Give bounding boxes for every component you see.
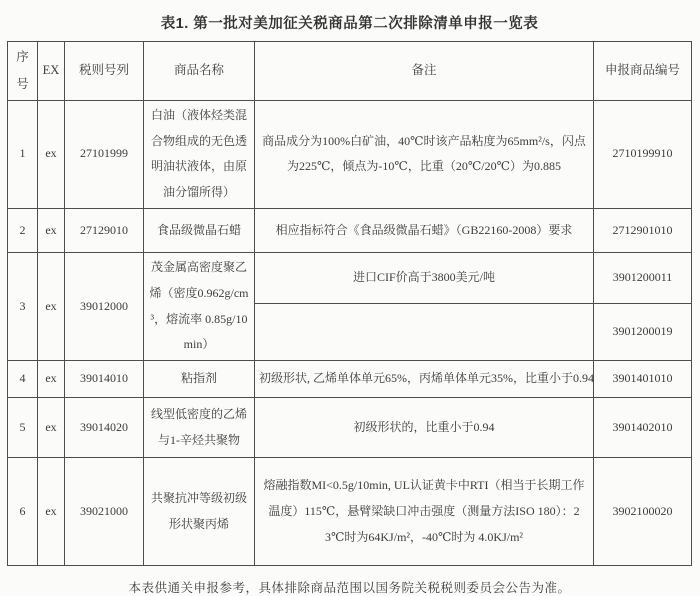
cell-declare-code: 2710199910	[594, 100, 692, 208]
table-row	[8, 361, 692, 398]
col-header-ex: EX	[38, 42, 65, 101]
cell-ex: ex	[38, 361, 65, 398]
header-row	[8, 42, 692, 101]
cell-declare-code: 3901402010	[594, 398, 692, 458]
cell-hs-code: 39014020	[65, 398, 144, 458]
cell-declare-code: 2712901010	[594, 208, 692, 252]
cell-product-name: 线型低密度的乙烯与1-辛烃共聚物	[144, 398, 255, 458]
cell-product-name: 食品级微晶石蜡	[144, 208, 255, 252]
cell-hs-code: 27101999	[65, 100, 144, 208]
cell-seq: 2	[8, 208, 38, 252]
cell-ex: ex	[38, 208, 65, 252]
cell-hs-code: 27129010	[65, 208, 144, 252]
col-header-declare-code: 申报商品编号	[594, 42, 692, 101]
footer-note: 本表供通关申报参考，具体排除商品范围以国务院关税税则委员会公告为准。	[128, 581, 571, 596]
cell-remark: 初级形状, 乙烯单体单元65%，丙烯单体单元35%，比重小于0.94	[255, 361, 594, 398]
col-header-hs-code: 税则号列	[65, 42, 144, 101]
cell-hs-code: 39012000	[65, 252, 144, 360]
cell-declare-code: 3901200019	[594, 304, 692, 361]
cell-seq: 1	[8, 100, 38, 208]
cell-remark: 进口CIF价高于3800美元/吨	[255, 252, 594, 303]
cell-remark: 商品成分为100%白矿油，40℃时该产品粘度为65mm²/s，闪点为225℃，倾点为-10℃，比重（20℃/20℃）为0.885	[255, 100, 594, 208]
col-header-product-name: 商品名称	[144, 42, 255, 101]
cell-remark: 初级形状的，比重小于0.94	[255, 398, 594, 458]
table-row	[8, 100, 692, 208]
table-row	[8, 398, 692, 458]
cell-ex: ex	[38, 100, 65, 208]
cell-product-name: 茂金属高密度聚乙烯（密度0.962g/cm³，熔流率 0.85g/10min）	[144, 252, 255, 360]
cell-remark	[255, 304, 594, 361]
declaration-table	[7, 41, 692, 566]
cell-declare-code: 3902100020	[594, 458, 692, 566]
cell-product-name: 白油（液体烃类混合物组成的无色透明油状液体，由原油分馏所得）	[144, 100, 255, 208]
cell-hs-code: 39014010	[65, 361, 144, 398]
cell-ex: ex	[38, 458, 65, 566]
cell-product-name: 共聚抗冲等级初级形状聚丙烯	[144, 458, 255, 566]
cell-remark: 熔融指数MI<0.5g/10min, UL认证黄卡中RTI（相当于长期工作温度）115℃，悬臂梁缺口冲击强度（测量方法ISO 180）：23℃时为64KJ/m²，-40℃时为 4.0KJ/m²	[255, 458, 594, 566]
cell-declare-code: 3901401010	[594, 361, 692, 398]
cell-ex: ex	[38, 252, 65, 360]
table-row	[8, 208, 692, 252]
cell-remark: 相应指标符合《食品级微晶石蜡》（GB22160-2008）要求	[255, 208, 594, 252]
col-header-seq: 序号	[8, 42, 38, 101]
cell-seq: 3	[8, 252, 38, 360]
table-title: 表1. 第一批对美加征关税商品第二次排除清单申报一览表	[160, 16, 539, 32]
cell-seq: 4	[8, 361, 38, 398]
cell-seq: 6	[8, 458, 38, 566]
cell-declare-code: 3901200011	[594, 252, 692, 303]
cell-ex: ex	[38, 398, 65, 458]
cell-hs-code: 39021000	[65, 458, 144, 566]
table-row	[8, 252, 692, 303]
table-row	[8, 458, 692, 566]
col-header-remark: 备注	[255, 42, 594, 101]
cell-product-name: 粘指剂	[144, 361, 255, 398]
cell-seq: 5	[8, 398, 38, 458]
